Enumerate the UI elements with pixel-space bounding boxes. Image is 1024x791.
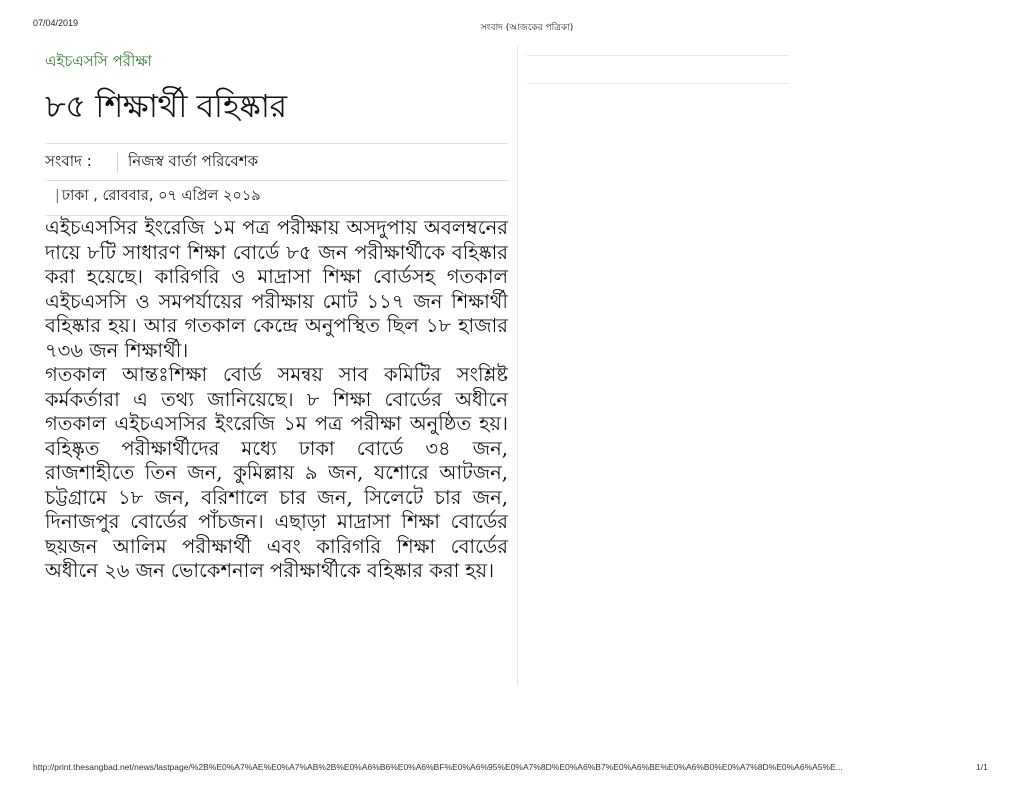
column-divider [517, 46, 518, 686]
page-number: 1/1 [976, 762, 988, 772]
print-date: 07/04/2019 [33, 18, 79, 28]
byline-author: নিজস্ব বার্তা পরিবেশক [128, 152, 259, 170]
dateline-separator: | [55, 188, 60, 204]
sidebar-rule [527, 83, 789, 84]
byline [45, 144, 508, 180]
article-headline: ৮৫ শিক্ষার্থী বহিষ্কার [45, 87, 287, 125]
article-body [45, 216, 508, 584]
article-paragraph: এইচএসসির ইংরেজি ১ম পত্র পরীক্ষায় অসদুপায় অবলম্বনের দায়ে ৮টি সাধারণ শিক্ষা বোর্ডে ৮৫ জন পরীক্ষার্থীকে বহিষ্কার করা হয়েছে। কারিগরি ও মাদ্রাসা শিক্ষা বোর্ডসহ গতকাল এইচএসসি ও সমপর্যায়ের পরীক্ষায় মোট ১১৭ জন শিক্ষার্থী বহিষ্কার হয়। আর গতকাল কেন্দ্রে অনুপস্থিত ছিল ১৮ হাজার ৭৩৬ জন শিক্ষার্থী। [45, 216, 508, 362]
byline-label: সংবাদ : [45, 152, 92, 170]
article-kicker[interactable]: এইচএসসি পরীক্ষা [45, 52, 152, 70]
dateline-text: ঢাকা , রোববার, ০৭ এপ্রিল ২০১৯ [61, 188, 261, 204]
article-paragraph: গতকাল আন্তঃশিক্ষা বোর্ড সমন্বয় সাব কমিটির সংশ্লিষ্ট কর্মকর্তারা এ তথ্য জানিয়েছে। ৮ শিক্ষা বোর্ডের অধীনে গতকাল এইচএসসির ইংরেজি ১ম পত্র পরীক্ষা অনুষ্ঠিত হয়। বহিষ্কৃত পরীক্ষার্থীদের মধ্যে ঢাকা বোর্ডে ৩৪ জন, রাজশাহীতে তিন জন, কুমিল্লায় ৯ জন, যশোরে আটজন, চট্টগ্রামে ১৮ জন, বরিশালে চার জন, সিলেটে চার জন, দিনাজপুর বোর্ডের পাঁচজন। এছাড়া মাদ্রাসা শিক্ষা বোর্ডের ছয়জন আলিম পরীক্ষার্থী এবং কারিগরি শিক্ষা বোর্ডের অধীনে ২৬ জন ভোকেশনাল পরীক্ষার্থীকে বহিষ্কার করা হয়। [45, 363, 508, 582]
article [45, 50, 508, 584]
print-page-title: সংবাদ (আজকের পত্রিকা) [480, 23, 574, 33]
divider [117, 153, 118, 173]
sidebar-rule [527, 55, 789, 56]
print-url[interactable]: http://print.thesangbad.net/news/lastpage/%2B%E0%A7%AE%E0%A7%AB%2B%E0%A6%B6%E0%A6%BF%E0%A6%95%E0%A7%8D%E0%A6%B7%E0%A6%BE%E0%A6%B0%E0%A7%8D%E0%A6%A5%E... [33, 762, 843, 772]
dateline [45, 181, 508, 215]
